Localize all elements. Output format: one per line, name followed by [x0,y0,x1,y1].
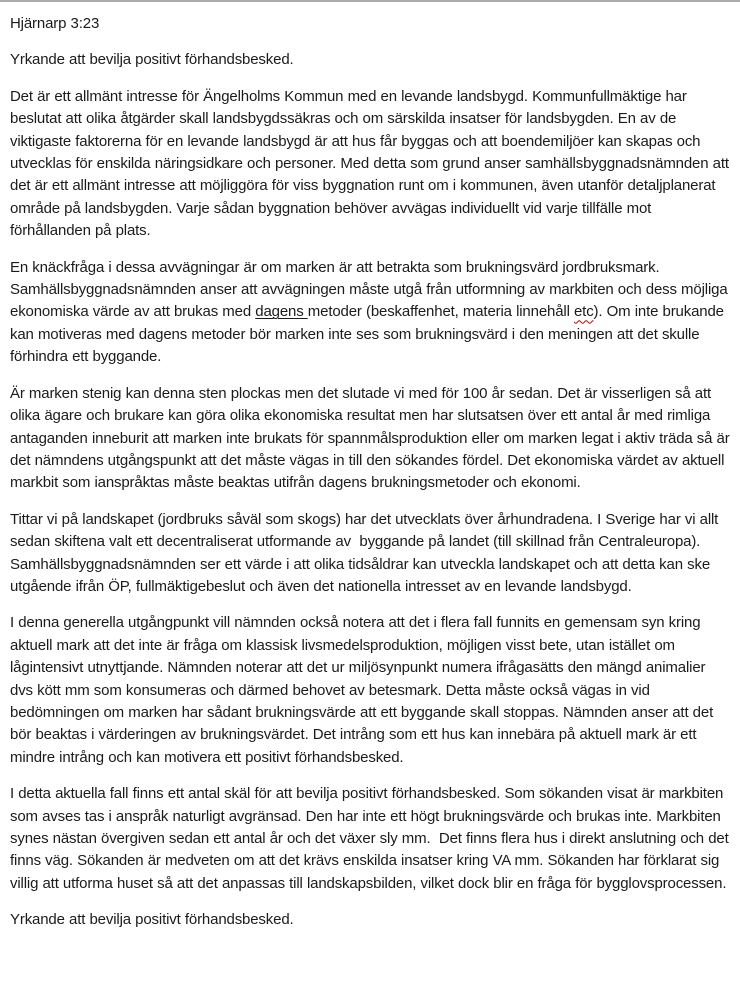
text-segment: metoder (beskaffenhet, materia linnehåll [307,303,574,321]
document-title: Hjärnarp 3:23 [10,15,100,32]
text-segment: Tittar vi på landskapet (jordbruks såväl som skogs) har det utvecklats över århundradena. I Sverige har vi allt sedan skiftena valt ett decentraliserat utformande av byggande på landet (till skillnad från Centraleuropa). Samhällsbyggnadsnämnden ser ett värde i att olika tidsåldrar kan utveckla landskapet och att detta kan ske utgående ifrån ÖP, fullmäktigebeslut och även det nationella intresset av en levande landsbygd. [10,510,723,595]
paragraph [10,86,732,243]
document-paragraphs [10,86,732,895]
motion-statement-top: Yrkande att bevilja positivt förhandsbesked. [10,51,294,69]
paragraph [10,783,732,895]
text-segment: Är marken stenig kan denna sten plockas men det slutade vi med för 100 år sedan. Det är visserligen så att olika ägare och brukare kan göra olika ekonomiska resultat men har slutsatsen över ett antal år med rimliga antaganden inneburit att marken inte brukats för spannmålsproduktion eller om marken legat i aktiv träda så är det nämndens utgångspunkt att det måste vägas in till den sökandes fördel. Det ekonomiska värdet av aktuell markbit som ianspråktas måste beaktas utifrån dagens brukningsmetoder och ekonomi. [10,384,734,492]
paragraph [10,509,732,599]
paragraph [10,383,732,495]
spellcheck-flagged-text: etc [573,303,594,321]
paragraph [10,612,732,769]
text-segment: I detta aktuella fall finns ett antal skäl för att bevilja positivt förhandsbesked. Som sökanden visat är markbiten som avses tas i anspråk naturligt avgränsad. Den har inte ett högt brukningsvärde och brukas inte. Markbiten synes nästan övergiven sedan ett antal år och det växer sly mm. Det finns flera hus i direkt anslutning och det finns väg. Sökanden är medveten om att det krävs enskilda insatser kring VA mm. Sökanden har förklarat sig villig att utforma huset så att det anpassas till landskapsbilden, vilket dock blir en fråga för bygglovsprocessen. [10,785,733,892]
text-segment: ). Om inte brukande kan motiveras med dagens metoder bör marken inte ses som brukningsvärd i den meningen att det skulle förhindra ett byggande. [10,303,729,366]
text-segment: En knäckfråga i dessa avvägningar är om marken är att betrakta som brukningsvärd jordbruksmark. Samhällsbyggnadsnämnden anser att avvägningen måste utgå från utformning av markbiten och dess möjliga ekonomiska värde av att brukas med [10,258,732,321]
text-segment: I denna generella utgångpunkt vill nämnden också notera att det i flera fall funnits en gemensam syn kring aktuell mark att det inte är fråga om klassisk livsmedelsproduktion, möjligen visst bete, utan istället om lågintensivt utnyttjande. Nämnden noterar att det ur miljösynpunkt numera ifrågasätts den mängd animalier dvs kött mm som konsumeras och därmed behovet av betesmark. Detta måste också vägas in vid bedömningen om marken har sådant brukningsvärde att ett byggande skall stoppas. Nämnden anser att det bör beaktas i värderingen av brukningsvärdet. Det intrång som ett hus kan innebära på aktuell mark är ett mindre intrång och kan motivera ett positivt förhandsbesked. [10,614,718,766]
underlined-text: dagens [255,303,308,321]
motion-statement-bottom: Yrkande att bevilja positivt förhandsbesked. [10,911,294,929]
paragraph [10,257,732,369]
document-page [0,2,740,932]
text-segment: Det är ett allmänt intresse för Ängelholms Kommun med en levande landsbygd. Kommunfullmäktige har beslutat att olika åtgärder skall landsbygdssäkras och om särskilda insatser för landsbygden. En av de viktigaste faktorerna för en levande landsbygd är att hus får byggas och att boendemiljöer kan skapas och utvecklas för enskilda näringsidkare och personer. Med detta som grund anser samhällsbyggnadsnämnden att det är ett allmänt intresse att möjliggöra för viss byggnation runt om i kommunen, även utanför detaljplanerat område på landsbygden. Varje sådan byggnation behöver avvägas individuellt vid varje tillfälle mot förhållanden på plats. [10,87,734,240]
